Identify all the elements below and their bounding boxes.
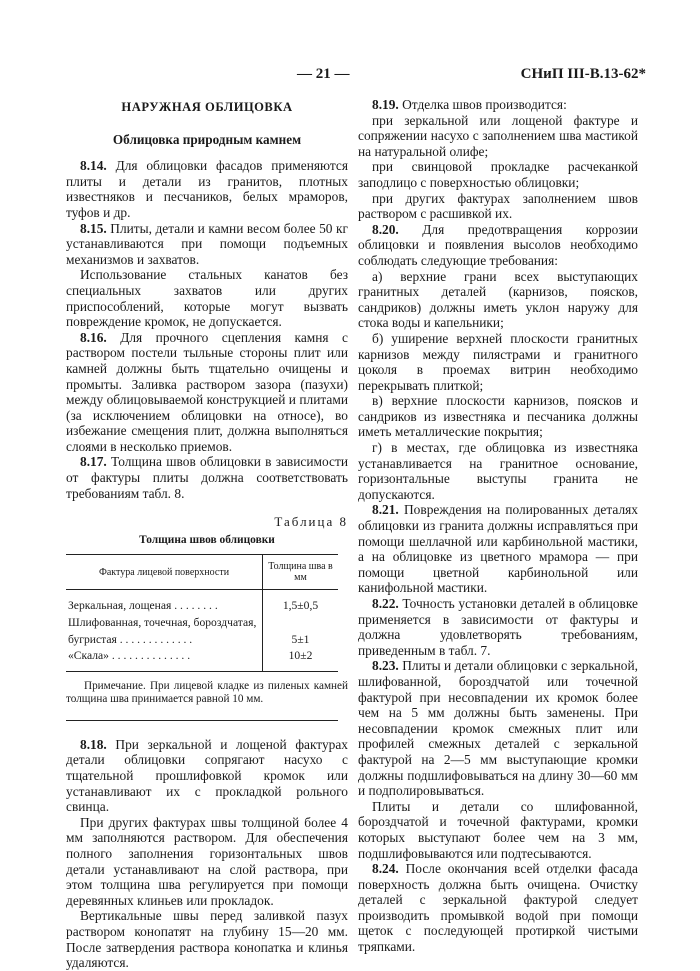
clause-8-19 [358, 97, 638, 113]
list-item: в) верхние плоскости карнизов, поясков и сандриков из известняка и песчаника должны иметь металлические покрытия; [358, 393, 638, 440]
table-cell-texture: бугристая . . . . . . . . . . . . . [66, 632, 263, 649]
table-header-texture: Фактура лицевой поверхности [66, 555, 263, 590]
clause-number: 8.20. [372, 221, 399, 237]
clause-text: Плиты, детали и камни весом более 50 кг устанавливаются при помощи подъемных механизмов и захватов. [66, 220, 348, 267]
clause-number: 8.24. [372, 861, 399, 877]
table-cell-thickness: 1,5±0,5 [282, 599, 319, 613]
divider [66, 720, 338, 721]
table-label: Таблица 8 [274, 514, 348, 530]
clause-8-21 [358, 502, 638, 596]
table-cell-thickness [263, 615, 339, 632]
clause-text: При зеркальной и лощеной фактурах детали облицовки сопрягают насухо с тщательной прошлифовкой кромок или устанавливают их с прокладкой рольного свинца. [66, 736, 348, 815]
clause-8-18 [66, 737, 348, 815]
table-note: Примечание. При лицевой кладке из пиленых камней толщина шва принимается равной 10 мм. [66, 679, 348, 705]
clause-text: Точность установки деталей в облицовке применяется в зависимости от фактуры и должна удовлетворять требованиям, приведенным в табл. 7. [358, 596, 639, 658]
clause-8-22 [358, 596, 638, 658]
table-row [66, 590, 338, 615]
joint-thickness-table [66, 554, 338, 671]
paragraph: При других фактурах швы толщиной более 4 мм заполняются раствором. Для обеспечения полного заполнения горизонтальных швов детали устанавливают на слой раствора, при этом толщина шва регулируется при помощи деревянных клиньев или прокладок. [66, 814, 348, 908]
paragraph: при зеркальной или лощеной фактуре и сопряжении насухо с заполнением шва мастикой на натуральной олифе; [358, 112, 638, 159]
table-row [66, 632, 338, 649]
clause-number: 8.23. [372, 658, 399, 674]
paragraph: Использование стальных канатов без специальных захватов или других приспособлений, которые могут вызвать повреждение кромок, не допускается. [66, 267, 348, 330]
page-header [0, 66, 700, 88]
section-title: НАРУЖНАЯ ОБЛИЦОВКА [121, 100, 293, 114]
table-title: Толщина швов облицовки [139, 533, 275, 546]
table-row [66, 648, 338, 671]
clause-text: Для предотвращения коррозии облицовки и появления высолов необходимо соблюдать следующие требования: [358, 221, 638, 268]
clause-8-14 [66, 158, 348, 220]
clause-8-24 [358, 861, 638, 955]
clause-number: 8.17. [80, 454, 107, 470]
clause-number: 8.21. [372, 502, 399, 518]
clause-text: Отделка швов производится: [402, 97, 567, 112]
paragraph: Вертикальные швы перед заливкой пазух раствором конопатят на глубину 15—20 мм. После затвердения раствора конопатка и клинья удаляются. [66, 908, 348, 971]
clause-8-23 [358, 658, 638, 798]
table-cell-thickness: 5±1 [291, 632, 310, 646]
clause-8-15 [66, 221, 348, 268]
clause-text: Для облицовки фасадов применяются плиты и детали из гранитов, плотных известняков и песчаников, белых мраморов, туфов и др. [66, 158, 348, 220]
table-cell-texture: Шлифованная, точечная, бороздчатая, [66, 615, 263, 632]
list-item: б) уширение верхней плоскости гранитных карнизов между пилястрами и гранитного цоколя в проемах витрин необходимо перекрывать плиткой; [358, 330, 638, 393]
paragraph: при других фактурах заполнением швов раствором с расшивкой их. [358, 190, 638, 222]
clause-8-17 [66, 454, 348, 501]
table-cell-texture: Зеркальная, лощеная . . . . . . . . [66, 590, 263, 615]
subsection-title: Облицовка природным камнем [112, 131, 302, 147]
clause-number: 8.22. [372, 596, 399, 611]
table-cell-thickness: 10±2 [263, 648, 339, 671]
clause-text: После окончания всей отделки фасада поверхность должна быть очищена. Очистку деталей с зеркальной фактурой следует производить промывкой водой при помощи щеток с последующей протиркой чистыми тряпками. [358, 861, 638, 955]
right-column [358, 97, 638, 955]
table-row [66, 615, 338, 632]
clause-text: Для прочного сцепления камня с раствором постели тыльные стороны плит или камней должны быть тщательно очищены и промыты. Заливка раствором зазора (пазухи) между облицовываемой конструкцией и плитами (за исключением облицовки на относе), во избежание смещения плит, должна выполняться слоями в несколько приемов. [66, 329, 348, 454]
clause-number: 8.19. [372, 97, 399, 112]
clause-number: 8.14. [80, 158, 107, 174]
paragraph: Плиты и детали со шлифованной, бороздчатой и точечной фактурами, кромки которых выступают более чем на 3 мм, подшлифовываются или подтесываются. [358, 798, 638, 861]
paragraph: при свинцовой прокладке расчеканкой заподлицо с поверхностью облицовки; [358, 159, 638, 190]
clause-text: Повреждения на полированных деталях облицовки из гранита должны исправляться при помощи шеллачной или карбинольной мастики, а на облицовке из цветного мрамора — при помощи цветной карбинольной или канифольной мастики. [358, 502, 638, 596]
clause-text: Толщина швов облицовки в зависимости от фактуры плиты должна соответствовать требованиям табл. 8. [66, 454, 348, 501]
clause-number: 8.16. [80, 329, 107, 345]
list-item: г) в местах, где облицовка из известняка устанавливается на гранитное основание, горизонтальные выступы гранита не допускаются. [358, 440, 638, 502]
clause-text: Плиты и детали облицовки с зеркальной, шлифованной, бороздчатой или точечной фактурой при несовпадении их кромок более чем на 5 мм должны быть заменены. При несовпадении кромок смежных плит или профилей смежных деталей с зеркальной фактурой на 2—5 мм выступающие кромки должны подшлифовываться на длину 30—60 мм и подполировываться. [358, 658, 638, 799]
page-number: — 21 — [297, 66, 350, 82]
list-item: а) верхние грани всех выступающих гранитных деталей (карнизов, поясков, сандриков) должны иметь уклон наружу для стока воды и капельники; [358, 268, 638, 331]
left-column [66, 97, 348, 971]
clause-8-16 [66, 330, 348, 455]
table-cell-texture: «Скала» . . . . . . . . . . . . . . [66, 648, 263, 671]
document-code: СНиП III-В.13-62* [520, 66, 646, 82]
clause-number: 8.18. [80, 736, 107, 752]
clause-number: 8.15. [80, 220, 107, 236]
table-header-thickness: Толщина шва в мм [263, 555, 339, 590]
clause-8-20 [358, 222, 638, 269]
